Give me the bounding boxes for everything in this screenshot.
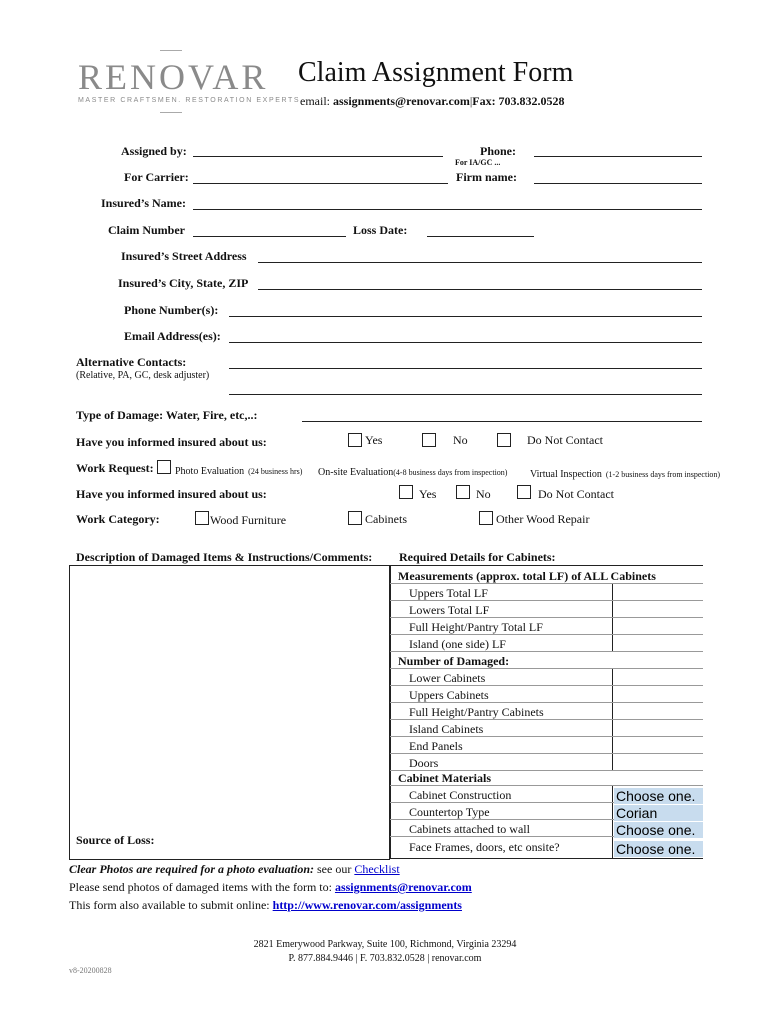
cabinets-table-top — [390, 565, 703, 566]
street-label: Insured’s Street Address — [121, 249, 247, 263]
informed-label-2: Have you informed insured about us: — [76, 487, 267, 501]
send-photos-note — [69, 880, 472, 895]
work-request-label: Work Request: — [76, 461, 154, 475]
header-fax: Fax: 703.832.0528 — [472, 94, 565, 108]
damage-type-field[interactable] — [302, 421, 702, 422]
informed-dnc-label-1: Do Not Contact — [527, 433, 603, 447]
separator: | — [469, 94, 473, 108]
countertop-type-select[interactable]: Corian — [614, 805, 703, 821]
material-row-0: Cabinet Construction — [409, 788, 512, 802]
emails-label: Email Address(es): — [124, 329, 221, 343]
onsite-evaluation-note: (4-8 business days from inspection) — [393, 468, 508, 477]
version-label: v8-20200828 — [69, 966, 112, 975]
firm-name-field[interactable] — [534, 183, 702, 184]
city-field[interactable] — [258, 289, 702, 290]
cabinets-label: Cabinets — [365, 512, 407, 526]
informed-no-checkbox-2[interactable] — [456, 485, 470, 499]
logo-tagline: MASTER CRAFTSMEN. RESTORATION EXPERTS. — [78, 97, 304, 104]
phones-field[interactable] — [229, 316, 702, 317]
virtual-inspection-note: (1-2 business days from inspection) — [605, 470, 721, 479]
informed-yes-checkbox-2[interactable] — [399, 485, 413, 499]
assigned-by-field[interactable] — [193, 156, 443, 157]
address-line-1: 2821 Emerywood Parkway, Suite 100, Richmond, Virginia 23294 — [253, 939, 517, 950]
address-line-2: P. 877.884.9446 | F. 703.832.0528 | renovar.com — [288, 953, 482, 964]
wood-furniture-checkbox[interactable] — [195, 511, 209, 525]
photo-evaluation-option — [175, 461, 302, 479]
measure-row-1: Lowers Total LF — [409, 603, 490, 617]
onsite-evaluation-option[interactable] — [318, 462, 507, 480]
informed-dnc-checkbox-2[interactable] — [517, 485, 531, 499]
email-prefix: email: — [300, 94, 333, 108]
damaged-row-5: Doors — [409, 756, 439, 770]
materials-heading: Cabinet Materials — [398, 771, 491, 785]
informed-yes-checkbox-1[interactable] — [348, 433, 362, 447]
alt-contacts-field-2[interactable] — [229, 394, 702, 395]
source-of-loss-label: Source of Loss: — [76, 833, 155, 847]
wood-furniture-label: Wood Furniture — [210, 513, 287, 527]
damaged-row-3: Island Cabinets — [409, 722, 484, 736]
firm-name-label: Firm name: — [456, 170, 517, 184]
online-note — [69, 898, 462, 913]
material-row-3: Face Frames, doors, etc onsite? — [409, 840, 560, 854]
informed-no-checkbox-1[interactable] — [422, 433, 436, 447]
photos-note-bold: Clear Photos are required for a photo evaluation: — [69, 862, 315, 876]
damaged-row-2: Full Height/Pantry Cabinets — [409, 705, 544, 719]
onsite-evaluation-label: On-site Evaluation — [318, 467, 394, 478]
online-text: This form also available to submit online: — [69, 898, 273, 912]
cabinet-construction-select[interactable]: Choose one. — [614, 788, 703, 804]
photo-evaluation-note: (24 business hrs) — [248, 467, 303, 476]
emails-field[interactable] — [229, 342, 702, 343]
other-wood-repair-checkbox[interactable] — [479, 511, 493, 525]
virtual-inspection-label: Virtual Inspection — [530, 469, 602, 480]
insureds-name-label: Insured’s Name: — [101, 196, 187, 210]
logo-wordmark: RENOVAR — [78, 57, 269, 97]
material-row-1: Countertop Type — [409, 805, 490, 819]
informed-no-label-1: No — [453, 433, 468, 447]
cabinets-heading: Required Details for Cabinets: — [399, 550, 556, 564]
checklist-link[interactable]: Checklist — [354, 862, 400, 876]
informed-yes-label-1: Yes — [365, 433, 383, 447]
alt-contacts-label: Alternative Contacts: — [76, 355, 187, 369]
assigned-by-label: Assigned by: — [121, 144, 187, 158]
header-email[interactable]: assignments@renovar.com — [333, 94, 470, 108]
loss-date-label: Loss Date: — [353, 223, 408, 237]
informed-yes-label-2: Yes — [419, 487, 437, 501]
for-carrier-label: For Carrier: — [124, 170, 189, 184]
insureds-name-field[interactable] — [193, 209, 702, 210]
material-row-2: Cabinets attached to wall — [409, 822, 530, 836]
alt-contacts-note: (Relative, PA, GC, desk adjuster) — [76, 370, 210, 381]
damage-type-label: Type of Damage: Water, Fire, etc,..: — [76, 408, 258, 422]
online-url-link[interactable]: http://www.renovar.com/assignments — [272, 898, 462, 912]
loss-date-field[interactable] — [427, 236, 534, 237]
street-field[interactable] — [258, 262, 702, 263]
city-label: Insured’s City, State, ZIP — [118, 276, 249, 290]
claim-number-label: Claim Number — [108, 223, 185, 237]
photo-evaluation-checkbox[interactable] — [157, 460, 171, 474]
informed-dnc-checkbox-1[interactable] — [497, 433, 511, 447]
damaged-row-1: Uppers Cabinets — [409, 688, 489, 702]
measure-row-2: Full Height/Pantry Total LF — [409, 620, 543, 634]
phone-field[interactable] — [534, 156, 702, 157]
measure-row-3: Island (one side) LF — [409, 637, 506, 651]
for-carrier-field[interactable] — [193, 183, 448, 184]
send-photos-text: Please send photos of damaged items with the form to: — [69, 880, 335, 894]
damaged-row-4: End Panels — [409, 739, 463, 753]
photos-note-see: see our — [314, 862, 355, 876]
virtual-inspection-option[interactable] — [530, 464, 720, 482]
other-wood-repair-label: Other Wood Repair — [496, 512, 590, 526]
send-photos-email-link[interactable]: assignments@renovar.com — [334, 880, 472, 894]
informed-label-1: Have you informed insured about us: — [76, 435, 267, 449]
phones-label: Phone Number(s): — [124, 303, 219, 317]
measure-row-0: Uppers Total LF — [409, 586, 488, 600]
face-frames-onsite-select[interactable]: Choose one. — [614, 841, 703, 857]
description-label: Description of Damaged Items & Instructions/Comments: — [76, 550, 373, 564]
phone-note: For IA/GC ... — [455, 158, 501, 167]
alt-contacts-field-1[interactable] — [229, 368, 702, 369]
informed-no-label-2: No — [476, 487, 491, 501]
informed-dnc-label-2: Do Not Contact — [538, 487, 614, 501]
phone-label: Phone: — [480, 144, 516, 158]
cabinets-attached-select[interactable]: Choose one. — [614, 822, 703, 838]
damaged-row-0: Lower Cabinets — [409, 671, 486, 685]
page-title: Claim Assignment Form — [298, 57, 574, 88]
description-box[interactable] — [69, 565, 390, 860]
cabinets-checkbox[interactable] — [348, 511, 362, 525]
claim-number-field[interactable] — [193, 236, 346, 237]
measurements-heading: Measurements (approx. total LF) of ALL Cabinets — [398, 569, 656, 583]
photo-evaluation-label: Photo Evaluation — [175, 466, 245, 477]
work-category-label: Work Category: — [76, 512, 160, 526]
header-contact — [300, 94, 565, 109]
damaged-heading: Number of Damaged: — [398, 654, 510, 668]
photos-note — [69, 862, 400, 877]
